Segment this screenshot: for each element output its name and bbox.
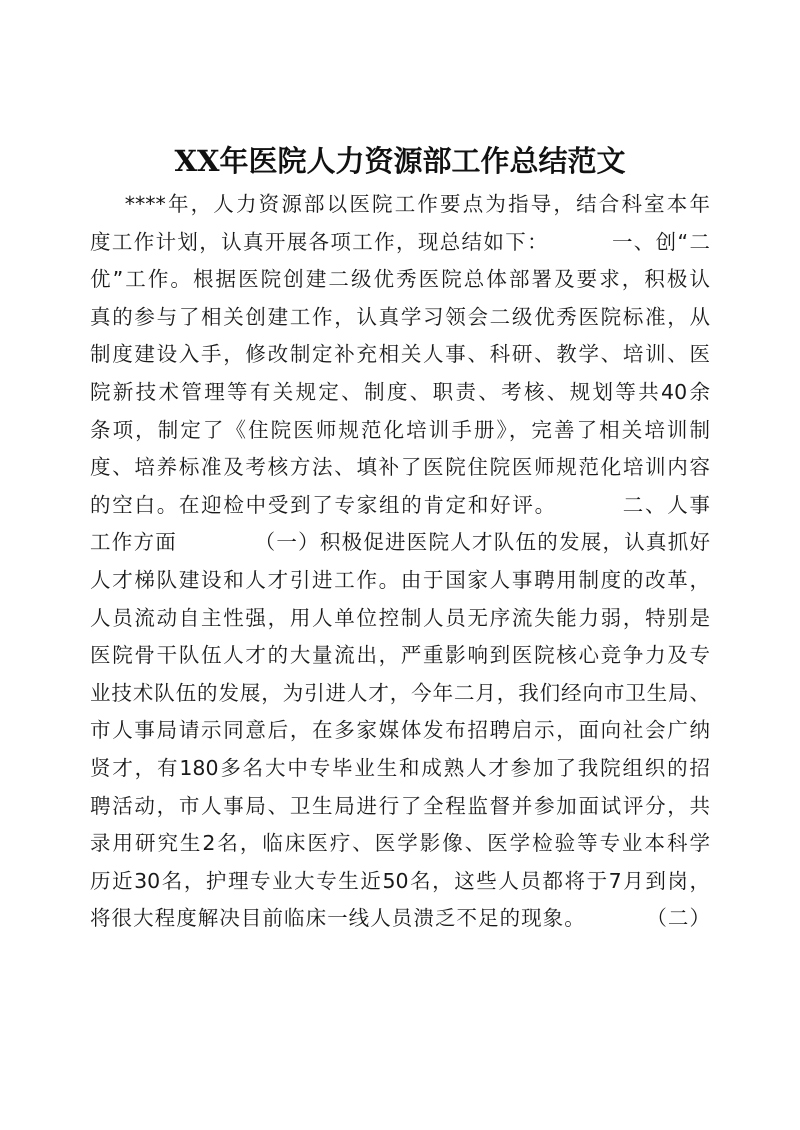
- body-line-3: 优”工作。根据医院创建二级优秀医院总体部署及要求，积极认: [90, 267, 710, 292]
- body-line-4: 真的参与了相关创建工作，认真学习领会二级优秀医院标准，从: [90, 304, 710, 329]
- body-line-16: 贤才，有180多名大中专毕业生和成熟人才参加了我院组织的招: [90, 755, 710, 780]
- body-line-9: 的空白。在迎检中受到了专家组的肯定和好评。 二、人事: [90, 492, 710, 517]
- body-line-14: 业技术队伍的发展，为引进人才，今年二月，我们经向市卫生局、: [90, 680, 710, 705]
- body-line-2: 度工作计划，认真开展各项工作，现总结如下： 一、创“二: [90, 229, 710, 254]
- body-line-17: 聘活动，市人事局、卫生局进行了全程监督并参加面试评分，共: [90, 793, 710, 818]
- body-line-5: 制度建设入手，修改制定补充相关人事、科研、教学、培训、医: [90, 342, 710, 367]
- document-body: [90, 186, 710, 938]
- body-line-11: 人才梯队建设和人才引进工作。由于国家人事聘用制度的改革，: [90, 567, 710, 592]
- body-line-13: 医院骨干队伍人才的大量流出，严重影响到医院核心竞争力及专: [90, 643, 710, 668]
- body-line-7: 条项，制定了《住院医师规范化培训手册》，完善了相关培训制: [90, 417, 710, 442]
- body-line-1: ****年，人力资源部以医院工作要点为指导，结合科室本年: [90, 192, 710, 216]
- body-line-10: 工作方面 （一）积极促进医院人才队伍的发展，认真抓好: [90, 530, 710, 555]
- document-title: XX年医院人力资源部工作总结范文: [174, 144, 626, 178]
- body-line-12: 人员流动自主性强，用人单位控制人员无序流失能力弱，特别是: [90, 605, 710, 630]
- body-line-18: 录用研究生2名，临床医疗、医学影像、医学检验等专业本科学: [90, 831, 710, 856]
- body-line-19: 历近30名，护理专业大专生近50名，这些人员都将于7月到岗，: [90, 868, 710, 893]
- body-line-6: 院新技术管理等有关规定、制度、职责、考核、规划等共40余: [90, 379, 710, 404]
- body-line-8: 度、培养标准及考核方法、填补了医院住院医师规范化培训内容: [90, 455, 710, 480]
- body-line-20: 将很大程度解决目前临床一线人员溃乏不足的现象。 （二）: [90, 906, 710, 931]
- body-line-15: 市人事局请示同意后，在多家媒体发布招聘启示，面向社会广纳: [90, 718, 710, 743]
